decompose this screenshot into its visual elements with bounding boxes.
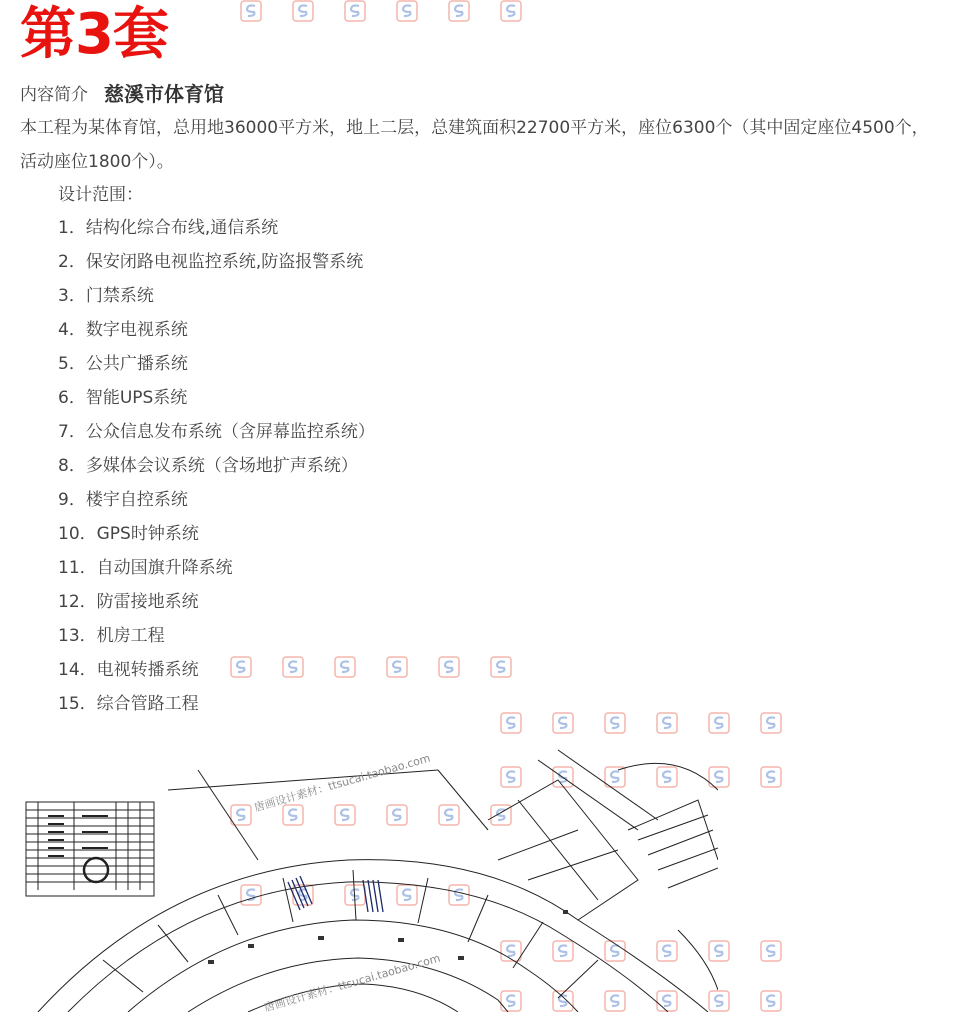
watermark-logo-icon (240, 0, 262, 22)
watermark-logo-icon (760, 766, 782, 788)
scope-item: 11．自动国旗升降系统 (58, 558, 233, 578)
watermark-logo-icon (386, 656, 408, 678)
scope-item: 1．结构化综合布线,通信系统 (58, 218, 279, 238)
scope-title: 设计范围： (58, 185, 143, 205)
scope-item: 13．机房工程 (58, 626, 165, 646)
watermark-logo-icon (334, 656, 356, 678)
scope-item: 2．保安闭路电视监控系统,防盗报警系统 (58, 252, 364, 272)
scope-list (58, 211, 375, 721)
scope-item: 7．公众信息发布系统（含屏幕监控系统） (58, 422, 375, 442)
page-title: 第3套 (20, 2, 168, 67)
watermark-logo-icon (396, 0, 418, 22)
intro-row (20, 78, 224, 106)
scope-item: 8．多媒体会议系统（含场地扩声系统） (58, 456, 358, 476)
watermark-logo-icon (760, 712, 782, 734)
project-description: 本工程为某体育馆，总用地36000平方米，地上二层，总建筑面积22700平方米，座位6300个（其中固定座位4500个，活动座位1800个）。 (20, 118, 929, 172)
scope-item: 9．楼宇自控系统 (58, 490, 188, 510)
watermark-logo-icon (490, 656, 512, 678)
scope-item: 10．GPS时钟系统 (58, 524, 199, 544)
scope-item: 12．防雷接地系统 (58, 592, 199, 612)
scope-item: 15．综合管路工程 (58, 694, 199, 714)
intro-label: 内容简介 (20, 84, 88, 105)
scope-item: 6．智能UPS系统 (58, 388, 188, 408)
watermark-text: 唐画设计素材：ttsucai.taobao.com (262, 951, 442, 1015)
watermark-text: 唐画设计素材：ttsucai.taobao.com (252, 751, 432, 815)
project-name: 慈溪市体育馆 (104, 81, 224, 106)
watermark-logo-icon (438, 656, 460, 678)
scope-item: 14．电视转播系统 (58, 660, 199, 680)
scope-item: 5．公共广播系统 (58, 354, 188, 374)
watermark-logo-icon (448, 0, 470, 22)
watermark-logo-icon (760, 990, 782, 1012)
watermark-logo-icon (500, 0, 522, 22)
watermark-logo-icon (760, 940, 782, 962)
scope-item: 3．门禁系统 (58, 286, 154, 306)
scope-item: 4．数字电视系统 (58, 320, 188, 340)
watermark-logo-icon (292, 0, 314, 22)
watermark-logo-icon (282, 656, 304, 678)
watermark-logo-icon (230, 656, 252, 678)
watermark-logo-icon (344, 0, 366, 22)
